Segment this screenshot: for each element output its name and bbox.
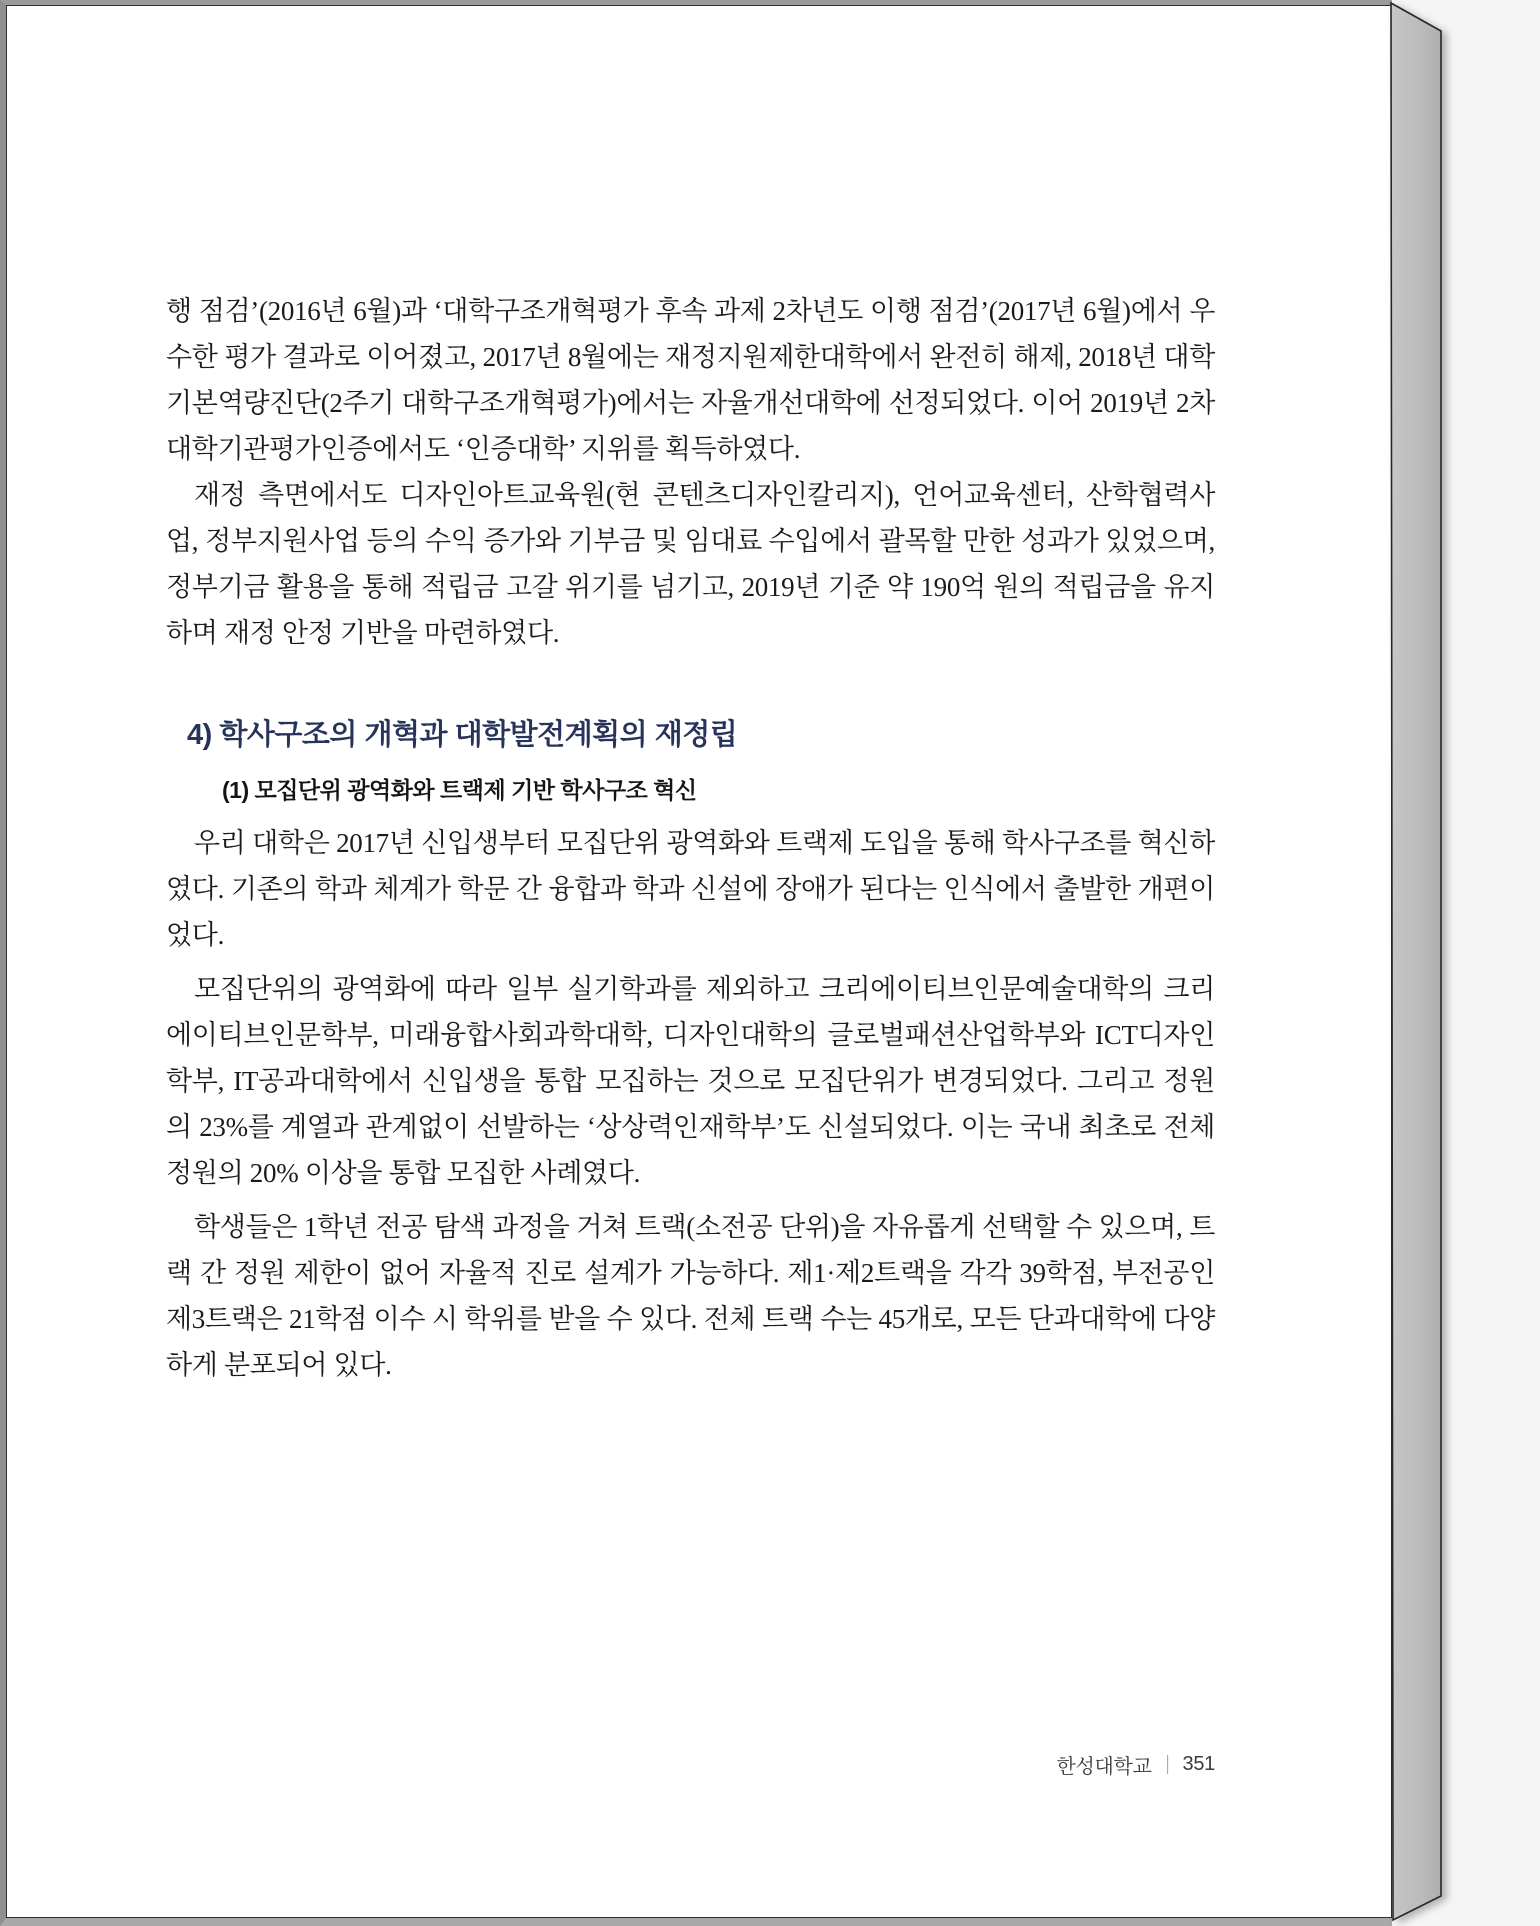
footer-book-title: 한성대학교 — [1056, 1756, 1152, 1778]
body-paragraph: 우리 대학은 2017년 신입생부터 모집단위 광역화와 트랙제 도입을 통해 학사구조를 혁신하였다. 기존의 학과 체계가 학문 간 융합과 학과 신설에 장애가 된다는 인식에서 출발한 개편이었다. — [166, 828, 1215, 950]
section-heading: 4) 학사구조의 개혁과 대학발전계획의 재정립 — [187, 719, 738, 751]
page-stack-edge — [1391, 3, 1441, 1920]
page-footer — [166, 1750, 1215, 1779]
body-paragraph: 모집단위의 광역화에 따라 일부 실기학과를 제외하고 크리에이티브인문예술대학의 크리에이티브인문학부, 미래융합사회과학대학, 디자인대학의 글로벌패션산업학부와 ICT디자인학부, IT공과대학에서 신입생을 통합 모집하는 것으로 모집단위가 변경되었다. 그리고 정원의 23%를 계열과 관계없이 선발하는 ‘상상력인재학부’도 신설되었다. 이는 국내 최초로 전체 정원의 20% 이상을 통합 모집한 사례였다. — [166, 974, 1215, 1188]
footer-page-number: 351 — [1182, 1753, 1215, 1775]
body-paragraph: 재정 측면에서도 디자인아트교육원(현 콘텐츠디자인칼리지), 언어교육센터, 산학협력사업, 정부지원사업 등의 수익 증가와 기부금 및 임대료 수입에서 괄목할 만한 성과가 있었으며, 정부기금 활용을 통해 적립금 고갈 위기를 넘기고, 2019년 기준 약 190억 원의 적립금을 유지하며 재정 안정 기반을 마련하였다. — [166, 480, 1215, 648]
body-paragraph: 행 점검’(2016년 6월)과 ‘대학구조개혁평가 후속 과제 2차년도 이행 점검’(2017년 6월)에서 우수한 평가 결과로 이어졌고, 2017년 8월에는 재정지원제한대학에서 완전히 해제, 2018년 대학기본역량진단(2주기 대학구조개혁평가)에서는 자율개선대학에 선정되었다. 이어 2019년 2차 대학기관평가인증에서도 ‘인증대학’ 지위를 획득하였다. — [166, 296, 1215, 464]
body-paragraph: 학생들은 1학년 전공 탐색 과정을 거쳐 트랙(소전공 단위)을 자유롭게 선택할 수 있으며, 트랙 간 정원 제한이 없어 자율적 진로 설계가 가능하다. 제1·제2트랙을 각각 39학점, 부전공인 제3트랙은 21학점 이수 시 학위를 받을 수 있다. 전체 트랙 수는 45개로, 모든 단과대학에 다양하게 분포되어 있다. — [166, 1212, 1215, 1380]
subsection-heading: (1) 모집단위 광역화와 트랙제 기반 학사구조 혁신 — [222, 777, 697, 803]
page-text-column — [166, 288, 1215, 1388]
footer-separator: | — [1165, 1753, 1169, 1775]
